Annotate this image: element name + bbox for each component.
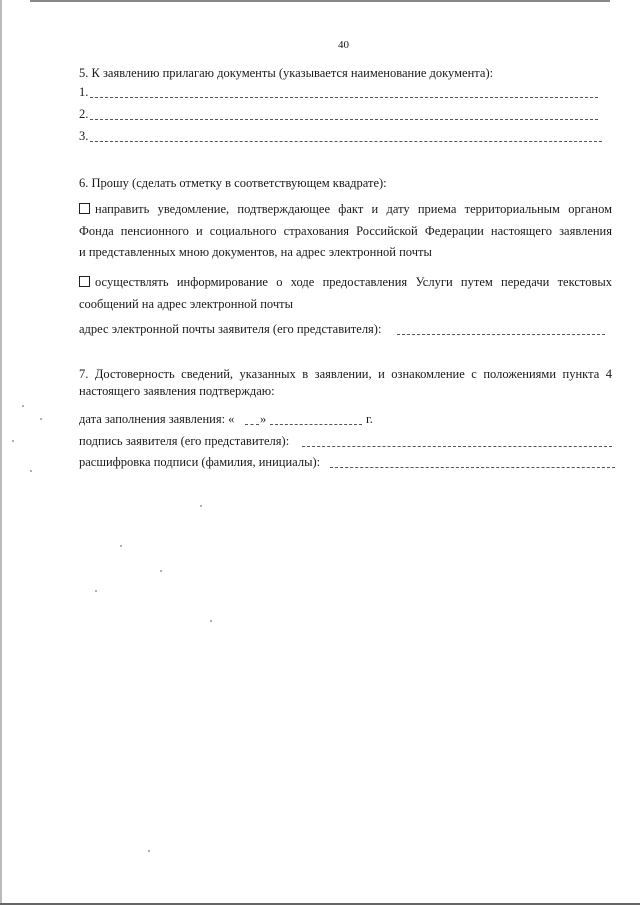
signature-label: подпись заявителя (его представителя): — [79, 434, 290, 448]
option2-line2: сообщений на адрес электронной почты — [79, 297, 293, 311]
document-item-line[interactable] — [90, 119, 598, 120]
section7-line2: настоящего заявления подтверждаю: — [79, 384, 275, 398]
option1-line1 — [79, 202, 612, 217]
signature-field[interactable] — [302, 446, 612, 447]
option1-text: направить уведомление, подтверждающее факт и дату приема территориальным органом — [95, 202, 612, 216]
section6-heading: 6. Прошу (сделать отметку в соответствующем квадрате): — [79, 176, 387, 190]
scan-speck — [120, 545, 122, 547]
decode-field[interactable] — [330, 467, 615, 468]
inform-checkbox[interactable] — [79, 276, 90, 287]
document-item-number: 2. — [79, 107, 89, 121]
email-field[interactable] — [397, 334, 605, 335]
date-month-year-field[interactable] — [270, 424, 362, 425]
scan-speck — [12, 440, 14, 442]
notify-checkbox[interactable] — [79, 203, 90, 214]
scan-speck — [210, 620, 212, 622]
option1-line2: Фонда пенсионного и социального страхования Российской Федерации настоящего заявления — [79, 224, 612, 238]
document-item-line[interactable] — [90, 141, 602, 142]
scan-speck — [40, 418, 42, 420]
option2-line1 — [79, 275, 612, 290]
scan-speck — [22, 405, 24, 407]
email-label: адрес электронной почты заявителя (его представителя): — [79, 322, 382, 336]
scan-speck — [160, 570, 162, 572]
decode-label: расшифровка подписи (фамилия, инициалы): — [79, 455, 321, 469]
section7-line1: 7. Достоверность сведений, указанных в заявлении, и ознакомление с положениями пункта 4 — [79, 367, 612, 381]
scan-left-edge — [0, 0, 2, 905]
scan-speck — [148, 850, 150, 852]
scan-speck — [200, 505, 202, 507]
option1-line3: и представленных мною документов, на адрес электронной почты — [79, 245, 432, 259]
document-item-number: 3. — [79, 129, 89, 143]
page-number: 40 — [338, 39, 349, 51]
scan-speck — [30, 470, 32, 472]
option2-text: осуществлять информирование о ходе предоставления Услуги путем передачи текстовых — [95, 275, 612, 289]
date-suffix: г. — [366, 412, 373, 426]
scan-top-edge — [30, 0, 610, 2]
section5-heading: 5. К заявлению прилагаю документы (указывается наименование документа): — [79, 66, 494, 80]
date-day-field[interactable] — [245, 424, 259, 425]
date-label: дата заполнения заявления: « — [79, 412, 235, 426]
document-item-line[interactable] — [90, 97, 598, 98]
document-item-number: 1. — [79, 85, 89, 99]
scan-speck — [95, 590, 97, 592]
date-quote-close: » — [260, 412, 267, 426]
